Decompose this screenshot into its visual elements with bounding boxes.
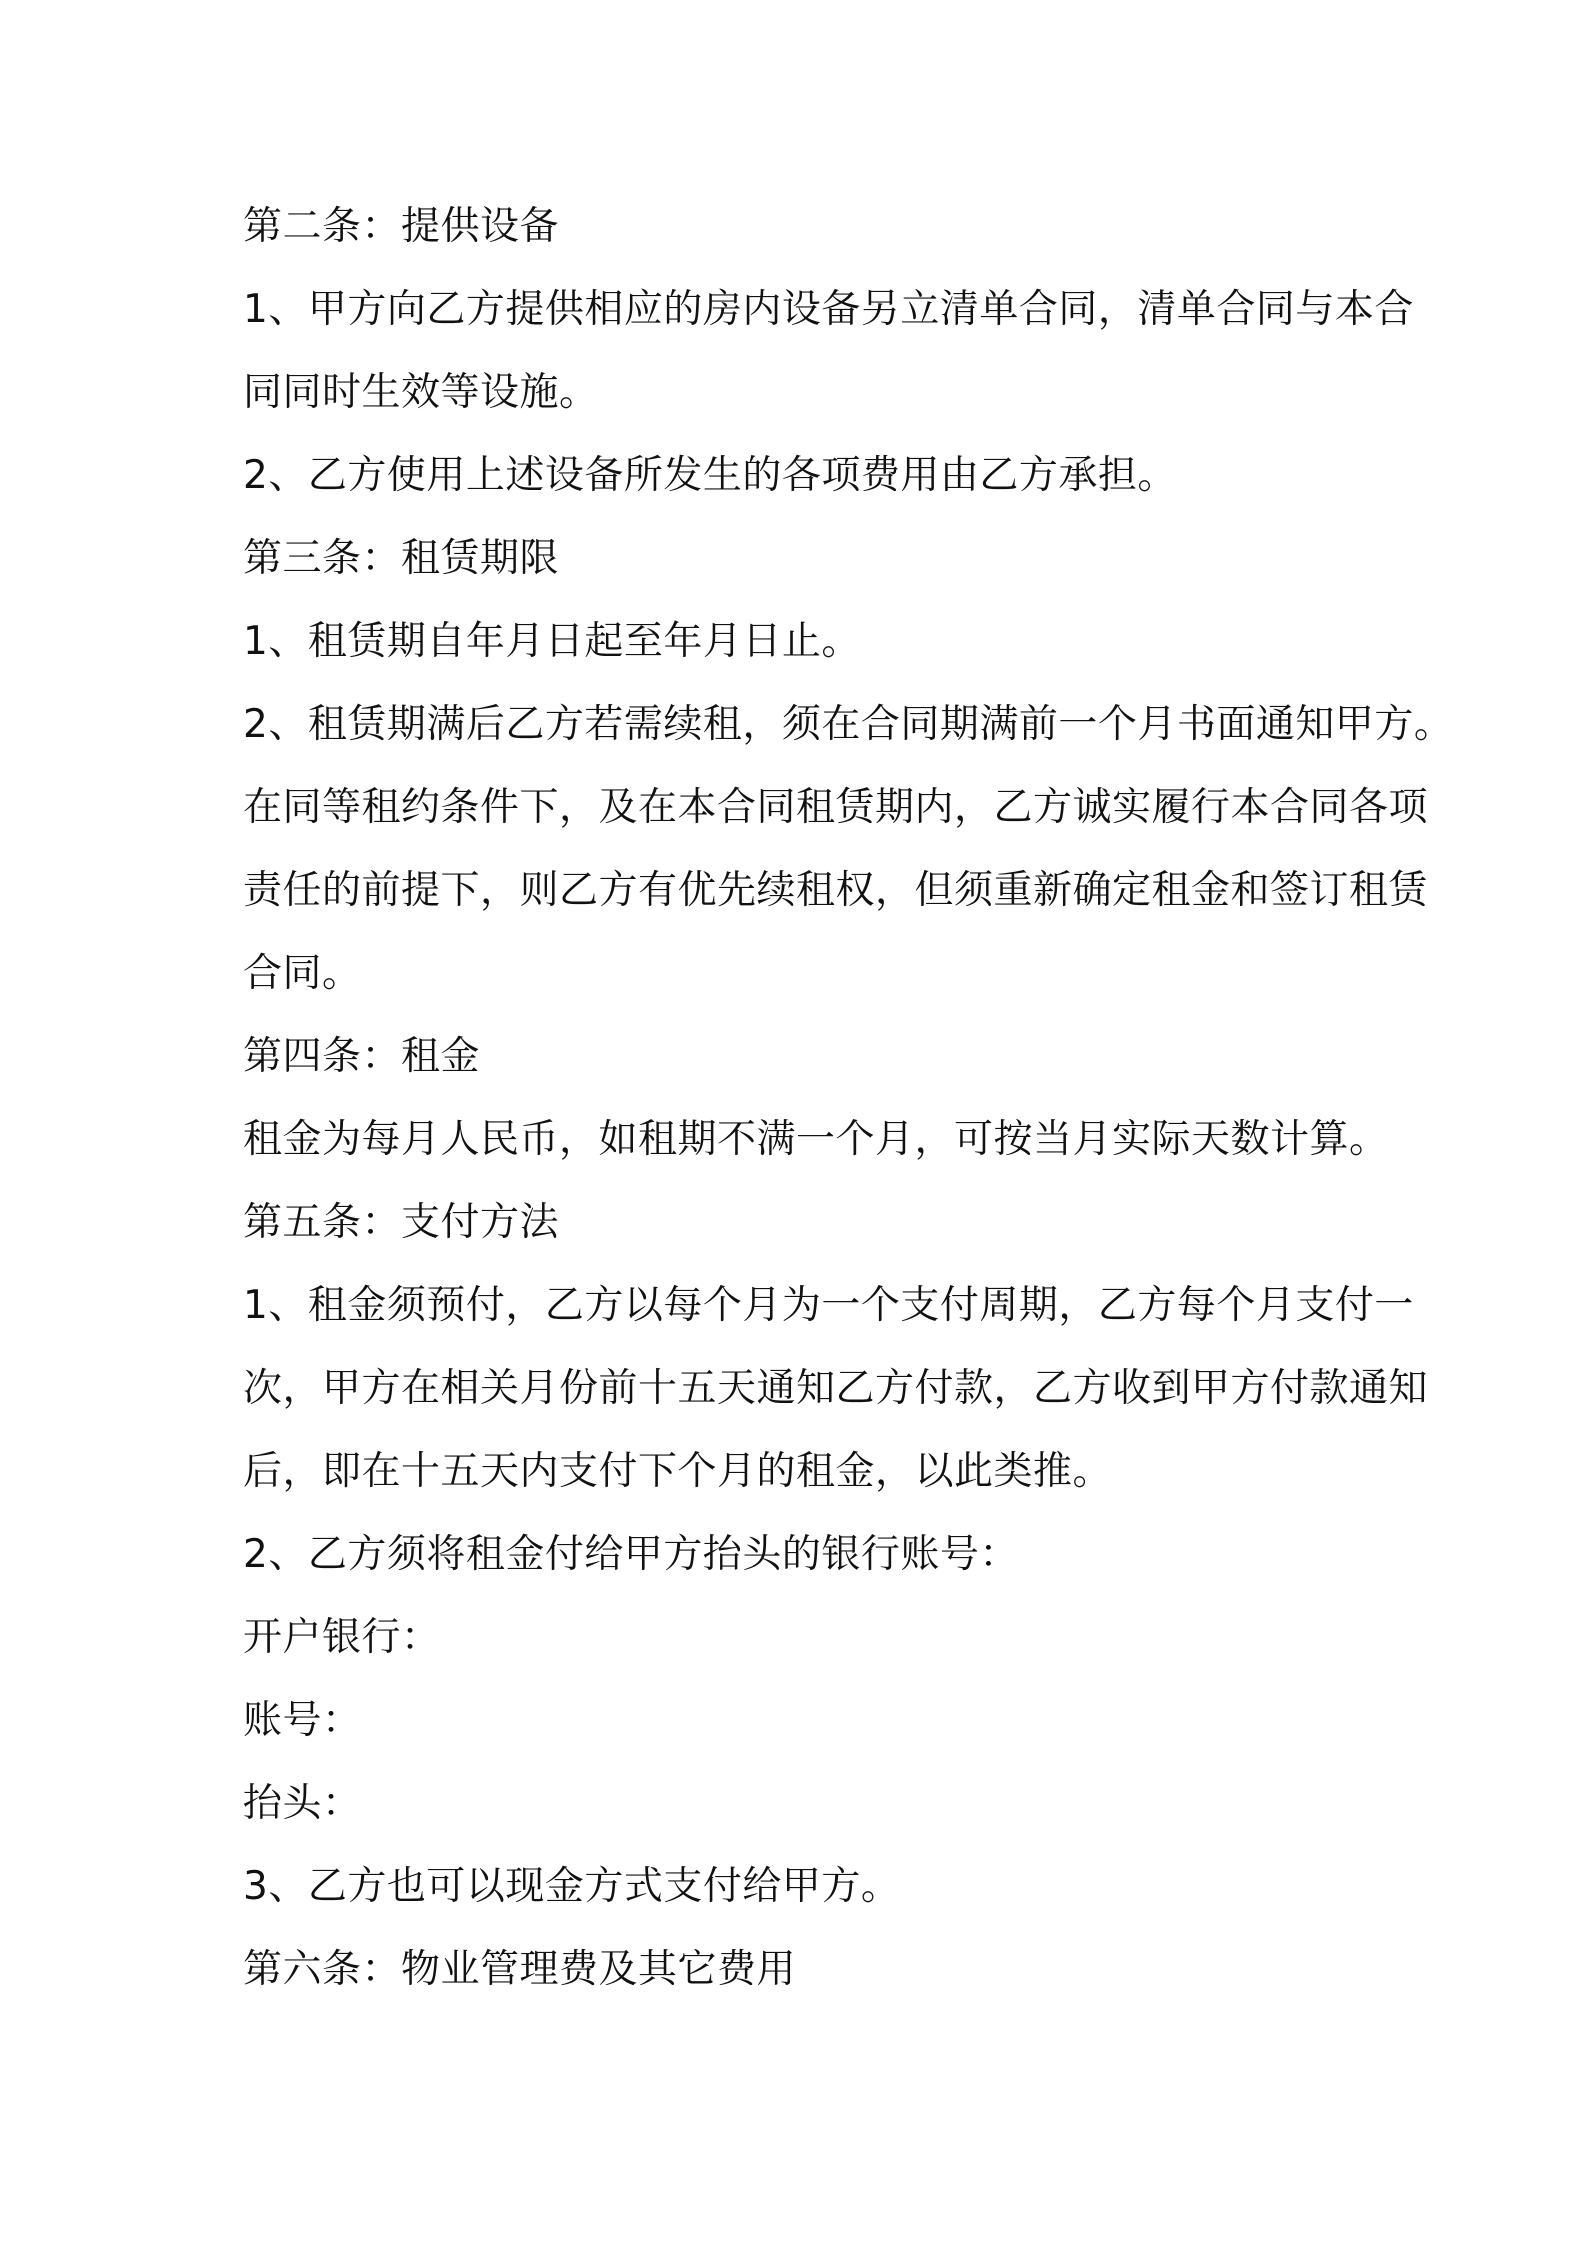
paragraph-line: 责任的前提下，则乙方有优先续租权，但须重新确定租金和签订租赁 xyxy=(243,868,1429,913)
article-3-heading: 第三条：租赁期限 xyxy=(243,536,560,581)
article-5-heading: 第五条：支付方法 xyxy=(243,1200,560,1245)
paragraph-line: 2、租赁期满后乙方若需续租，须在合同期满前一个月书面通知甲方。 xyxy=(243,702,1454,747)
paragraph-line: 2、乙方使用上述设备所发生的各项费用由乙方承担。 xyxy=(243,453,1177,498)
paragraph-line: 3、乙方也可以现金方式支付给甲方。 xyxy=(243,1864,901,1909)
paragraph-line: 次，甲方在相关月份前十五天通知乙方付款，乙方收到甲方付款通知 xyxy=(243,1366,1429,1411)
paragraph-line: 1、租赁期自年月日起至年月日止。 xyxy=(243,619,861,664)
paragraph-line: 后，即在十五天内支付下个月的租金，以此类推。 xyxy=(243,1449,1113,1494)
account-holder-field: 抬头： xyxy=(243,1781,362,1826)
paragraph-line: 1、租金须预付，乙方以每个月为一个支付周期，乙方每个月支付一 xyxy=(243,1283,1414,1328)
account-number-field: 账号： xyxy=(243,1698,362,1743)
paragraph-line: 租金为每月人民币，如租期不满一个月，可按当月实际天数计算。 xyxy=(243,1117,1389,1162)
paragraph-line: 1、甲方向乙方提供相应的房内设备另立清单合同，清单合同与本合 xyxy=(243,287,1414,332)
paragraph-line: 在同等租约条件下，及在本合同租赁期内，乙方诚实履行本合同各项 xyxy=(243,785,1429,830)
paragraph-line: 2、乙方须将租金付给甲方抬头的银行账号： xyxy=(243,1532,1019,1577)
article-6-heading: 第六条：物业管理费及其它费用 xyxy=(243,1947,797,1992)
paragraph-line: 合同。 xyxy=(243,951,362,996)
article-4-heading: 第四条：租金 xyxy=(243,1034,481,1079)
article-2-heading: 第二条：提供设备 xyxy=(243,204,560,249)
paragraph-line: 同同时生效等设施。 xyxy=(243,370,599,415)
bank-name-field: 开户银行： xyxy=(243,1615,441,1660)
